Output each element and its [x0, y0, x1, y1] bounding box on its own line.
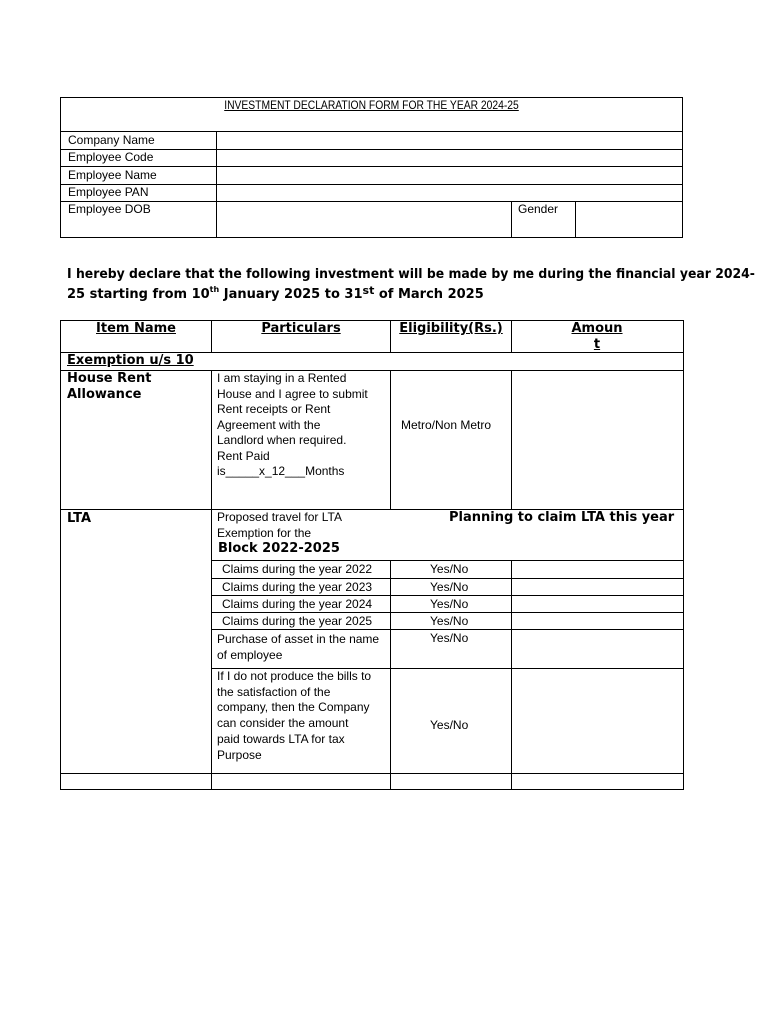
section-exemption-u-s-10: Exemption u/s 10 [67, 353, 194, 368]
declaration-text: January 2025 to 31 [219, 287, 363, 302]
header-amount: Amoun t [571, 321, 623, 352]
lta-block: Block 2022-2025 [218, 541, 340, 556]
table-divider [60, 370, 684, 371]
gender-field[interactable] [579, 203, 679, 235]
item-lta: LTA [67, 511, 92, 526]
company-name-field[interactable] [220, 133, 678, 148]
declaration-text: of March 2025 [374, 287, 484, 302]
form-divider [511, 201, 512, 238]
table-divider [211, 578, 684, 579]
claim-year-2022-label: Claims during the year 2022 [222, 562, 373, 576]
employee-code-field[interactable] [220, 150, 678, 165]
item-house-rent-allowance: House Rent Allowance [67, 371, 152, 402]
header-item-name: Item Name [96, 321, 176, 336]
declaration-line-2 [67, 284, 484, 303]
employee-pan-field[interactable] [220, 185, 678, 200]
header-eligibility: Eligibility(Rs.) [399, 321, 503, 336]
superscript: th [209, 285, 220, 294]
rent-paid-months-field[interactable]: is_____x_12___Months [217, 464, 345, 478]
employee-name-label: Employee Name [68, 168, 157, 182]
purchase-asset-value[interactable]: Yes/No [430, 631, 469, 645]
bills-condition-value[interactable]: Yes/No [430, 718, 469, 732]
hra-eligibility: Metro/Non Metro [401, 418, 492, 432]
employee-dob-field[interactable] [220, 203, 508, 235]
hra-amount-field[interactable] [514, 373, 680, 506]
table-divider [511, 560, 512, 790]
employee-code-label: Employee Code [68, 150, 154, 164]
table-divider [511, 320, 512, 352]
employee-name-field[interactable] [220, 168, 678, 183]
table-divider [211, 370, 212, 790]
form-divider [60, 166, 683, 167]
claim-year-2025-label: Claims during the year 2025 [222, 614, 373, 628]
declaration-line-1: I hereby declare that the following investment will be made by me during the financial year 2024- [67, 267, 755, 282]
table-divider [390, 370, 391, 509]
claim-year-2024-value[interactable]: Yes/No [430, 597, 469, 611]
superscript: st [362, 284, 375, 297]
table-divider [390, 560, 391, 790]
claim-year-2023-label: Claims during the year 2023 [222, 580, 373, 594]
employee-pan-label: Employee PAN [68, 185, 149, 199]
claim-year-2022-value[interactable]: Yes/No [430, 562, 469, 576]
purchase-asset-label: Purchase of asset in the name of employee [217, 632, 380, 662]
declaration-text: 25 starting from 10 [67, 287, 210, 302]
gender-label: Gender [518, 202, 559, 216]
lta-planning-claim: Planning to claim LTA this year [449, 510, 675, 525]
form-title: INVESTMENT DECLARATION FORM FOR THE YEAR 2024-25 [224, 98, 519, 112]
claim-year-2023-value[interactable]: Yes/No [430, 580, 469, 594]
table-divider [511, 370, 512, 509]
form-divider [60, 131, 683, 132]
lta-particulars: Proposed travel for LTA Exemption for the [217, 510, 342, 540]
table-divider [211, 612, 684, 613]
hra-particulars: I am staying in a Rented House and I agree to submit Rent receipts or Rent Agreement with the Landlord when required. Rent Paid [217, 371, 368, 463]
header-particulars: Particulars [261, 321, 341, 336]
employee-dob-label: Employee DOB [68, 202, 151, 216]
form-divider [575, 201, 576, 238]
form-divider [216, 131, 217, 238]
table-divider [211, 560, 684, 561]
table-divider [211, 595, 684, 596]
company-name-label: Company Name [68, 133, 155, 147]
table-divider [60, 773, 684, 774]
bills-condition-label: If I do not produce the bills to the satisfaction of the company, then the Company can consider the amount paid towards LTA for tax Purpose [217, 669, 372, 762]
table-divider [211, 629, 684, 630]
form-divider [60, 201, 683, 202]
claim-year-2024-label: Claims during the year 2024 [222, 597, 373, 611]
claim-year-2025-value[interactable]: Yes/No [430, 614, 469, 628]
